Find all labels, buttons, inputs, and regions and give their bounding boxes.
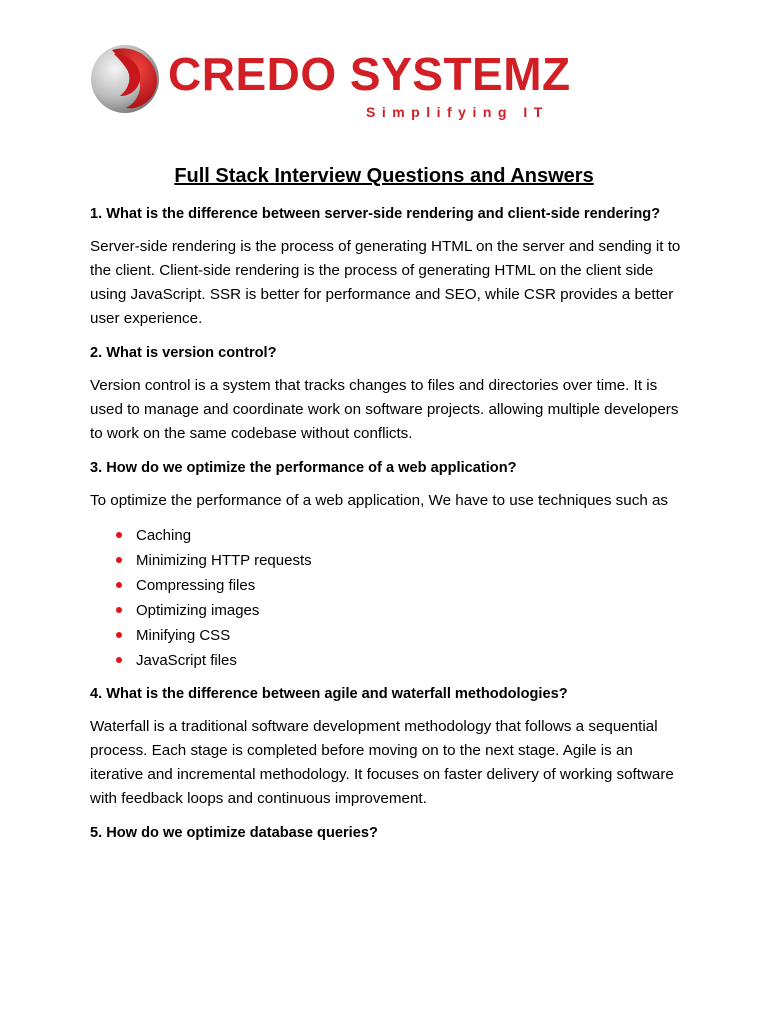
bullet-icon	[116, 607, 122, 613]
list-item-text: JavaScript files	[136, 652, 237, 669]
bullet-icon	[116, 657, 122, 663]
list-item-text: Compressing files	[136, 577, 256, 594]
list-item-text: Minimizing HTTP requests	[136, 552, 312, 569]
list-item	[110, 623, 690, 648]
list-item	[110, 548, 690, 573]
answer-4: Waterfall is a traditional software development methodology that follows a sequential process. Each stage is completed before moving on to the next stage. Agile is an iterative and incremental methodology. It focuses on faster delivery of working software with feedback loops and continuous improvement.	[90, 718, 674, 807]
list-item-text: Optimizing images	[136, 602, 260, 619]
bullet-icon	[116, 582, 122, 588]
list-item-text: Caching	[136, 527, 192, 544]
list-item	[110, 598, 690, 623]
page-title: Full Stack Interview Questions and Answers	[174, 165, 594, 187]
list-item	[110, 523, 690, 548]
brand-name: CREDO SYSTEMZ	[168, 48, 571, 100]
question-4: 4. What is the difference between agile and waterfall methodologies?	[90, 686, 568, 702]
bullet-icon	[116, 532, 122, 538]
question-1: 1. What is the difference between server-side rendering and client-side rendering?	[90, 206, 661, 222]
list-item	[110, 573, 690, 598]
question-2: 2. What is version control?	[90, 345, 277, 361]
question-3: 3. How do we optimize the performance of a web application?	[90, 460, 517, 476]
list-item-text: Minifying CSS	[136, 627, 231, 644]
list-item	[110, 648, 690, 673]
answer-3: To optimize the performance of a web application, We have to use techniques such as	[90, 492, 669, 509]
qa-content	[90, 202, 690, 854]
credo-sphere-logo-icon	[90, 44, 160, 114]
company-logo	[90, 44, 590, 124]
bullet-icon	[116, 632, 122, 638]
brand-tagline: Simplifying IT	[366, 104, 549, 120]
answer-2: Version control is a system that tracks changes to files and directories over time. It is used to manage and coordinate work on software projects. allowing multiple developers to work on the same codebase without conflicts.	[90, 377, 679, 442]
bullet-icon	[116, 557, 122, 563]
optimization-techniques-list	[90, 523, 690, 673]
answer-1: Server-side rendering is the process of generating HTML on the server and sending it to the client. Client-side rendering is the process of generating HTML on the client side using JavaScript. SSR is better for performance and SEO, while CSR provides a better user experience.	[90, 238, 681, 327]
question-5: 5. How do we optimize database queries?	[90, 825, 378, 841]
